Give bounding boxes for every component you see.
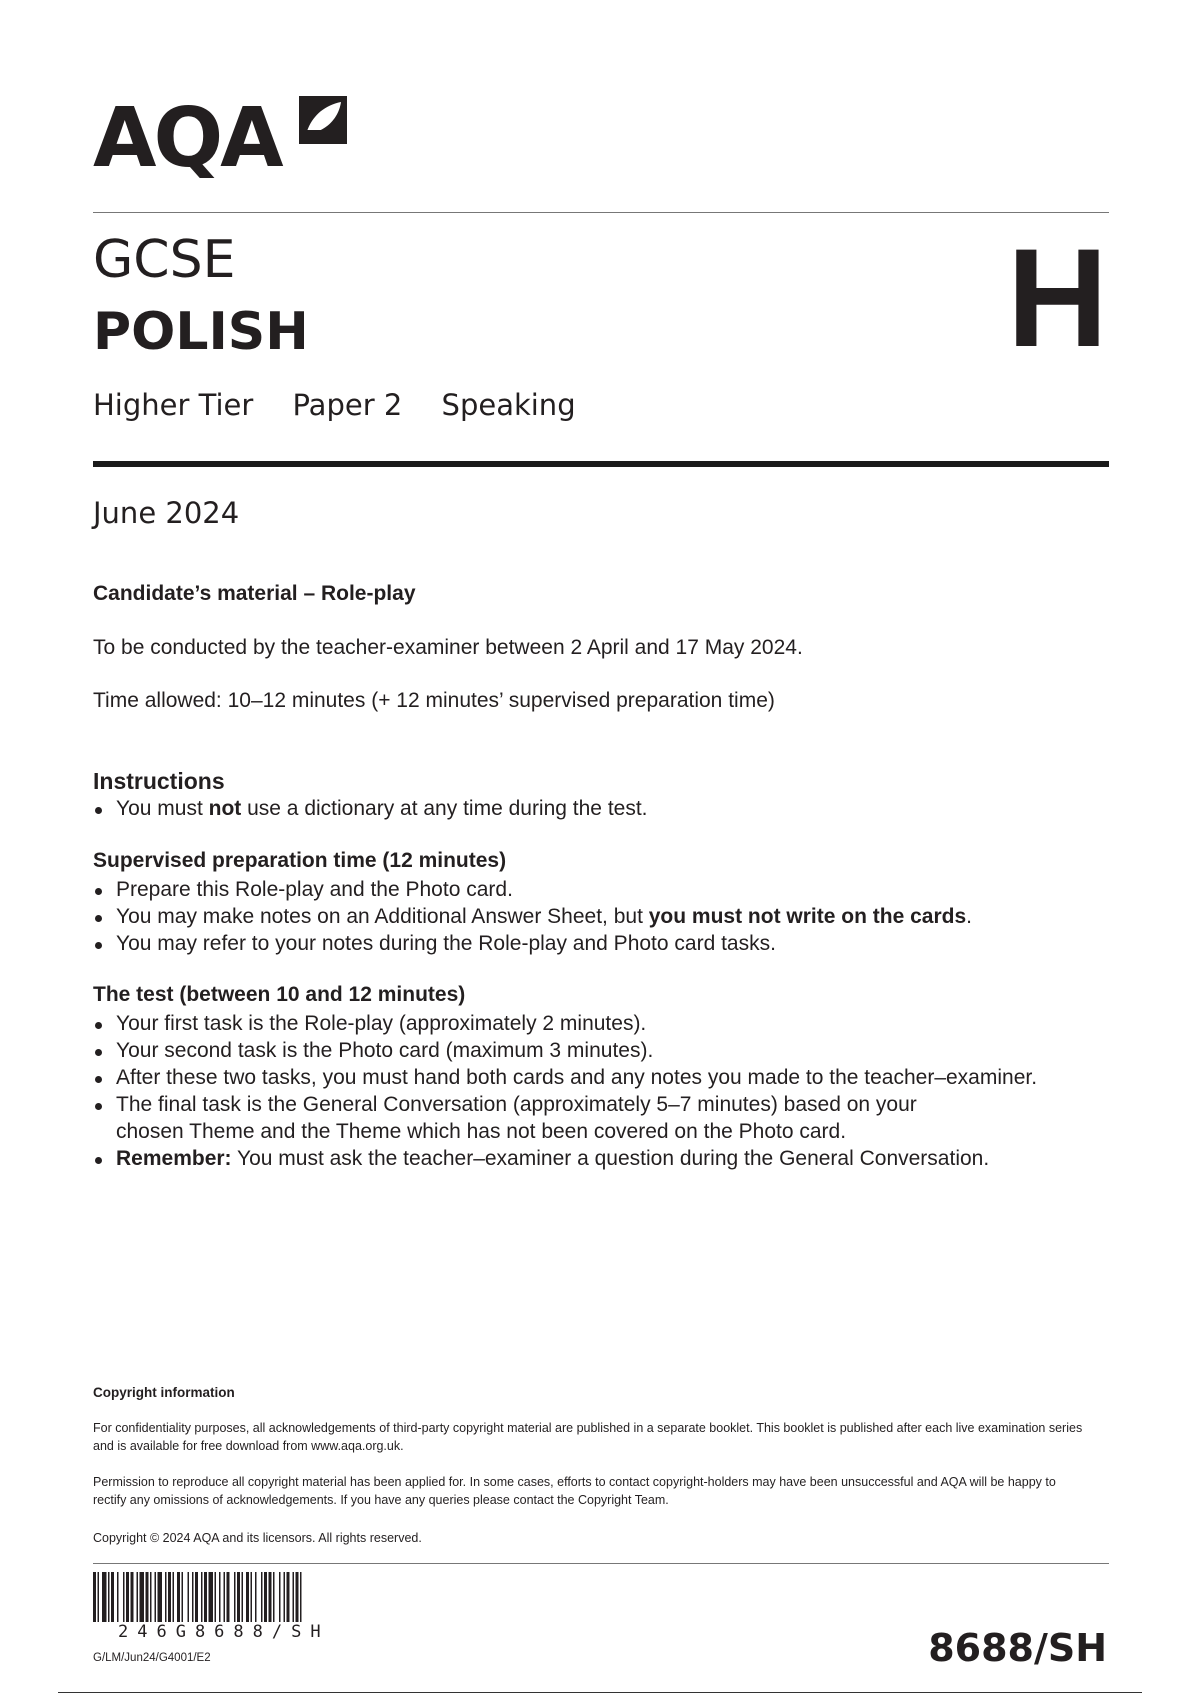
barcode-bar [137,1572,139,1622]
barcode-bar [150,1572,152,1622]
list-item: Prepare this Role-play and the Photo card. [93,876,1103,903]
tier-letter: H [1006,219,1108,376]
barcode-bar [102,1572,107,1622]
list-item: You may make notes on an Additional Answer Sheet, but you must not write on the cards. [93,903,1103,930]
barcode-bar [246,1572,249,1622]
barcode-bar [182,1572,184,1622]
barcode-bar [108,1572,110,1622]
barcode-bar [168,1572,171,1622]
barcode-bar [111,1572,114,1622]
barcode-bar [155,1572,157,1622]
barcode-bar [293,1572,295,1622]
instructions-heading: Instructions [93,768,225,794]
logo-leaf-icon [295,92,351,148]
barcode-number: 246G8688/SH [118,1622,330,1642]
barcode-bar [158,1572,163,1622]
list-item: Your second task is the Photo card (maximum 3 minutes). [93,1037,1113,1064]
barcode-bar [98,1572,100,1622]
barcode-bar [165,1572,167,1622]
barcode-bar [296,1572,299,1622]
instructions-list [93,795,1103,822]
barcode-bar [204,1572,207,1622]
barcode [93,1572,445,1622]
barcode-bar [234,1572,236,1622]
barcode-bar [192,1572,194,1622]
barcode-bar [273,1572,275,1622]
barcode-bar [131,1572,134,1622]
barcode-bar [284,1572,286,1622]
logo-wordmark: AQA [93,91,281,186]
component-label: Speaking [441,388,576,422]
barcode-bar [300,1572,302,1622]
barcode-bar [188,1572,190,1622]
barcode-bar [123,1572,125,1622]
barcode-bar [209,1572,214,1622]
barcode-bar [146,1572,149,1622]
barcode-bar [227,1572,230,1622]
material-title: Candidate’s material – Role-play [93,582,416,605]
barcode-bar [224,1572,226,1622]
subject-title: POLISH [93,302,309,362]
preparation-list [93,876,1103,957]
barcode-bar [215,1572,217,1622]
paper-code: 8688/SH [928,1626,1107,1670]
copyright-para-1: For confidentiality purposes, all acknowledgements of third-party copyright material are published in a separate booklet. This booklet is published after each live examination series and is available for free download from www.aqa.org.uk. [93,1421,1083,1453]
copyright-heading: Copyright information [93,1385,235,1400]
barcode-bar [195,1572,198,1622]
list-item: The final task is the General Conversation (approximately 5–7 minutes) based on your chosen Theme and the Theme which has not been covered on the Photo card. [93,1091,1113,1145]
job-reference: G/LM/Jun24/G4001/E2 [93,1652,211,1664]
barcode-bar [177,1572,180,1622]
barcode-bar [255,1572,257,1622]
barcode-bar [237,1572,240,1622]
barcode-bar [126,1572,129,1622]
test-heading: The test (between 10 and 12 minutes) [93,983,466,1006]
qualification-title: GCSE [93,230,236,290]
list-item: After these two tasks, you must hand both cards and any notes you made to the teacher–examiner. [93,1064,1113,1091]
header-rule-top [93,212,1109,213]
barcode-bar [93,1572,96,1622]
barcode-bar [287,1572,290,1622]
footer-rule [93,1563,1109,1564]
tier-label: Higher Tier [93,388,254,422]
test-list [93,1010,1113,1172]
copyright-para-3: Copyright © 2024 AQA and its licensors. All rights reserved. [93,1531,422,1545]
barcode-bar [261,1572,263,1622]
page-bottom-rule [58,1692,1142,1693]
barcode-bar [219,1572,221,1622]
exam-date: June 2024 [93,496,240,530]
paper-details [93,388,606,422]
preparation-heading: Supervised preparation time (12 minutes) [93,849,507,872]
barcode-bar [269,1572,272,1622]
time-allowed: Time allowed: 10–12 minutes (+ 12 minutes’ supervised preparation time) [93,689,775,712]
copyright-para-2: Permission to reproduce all copyright material has been applied for. In some cases, efforts to contact copyright-holders may have been unsuccessful and AQA will be happy to rectify any omissions of acknowledgements. If you have any queries please contact the Copyright Team. [93,1475,1056,1507]
barcode-bar [117,1572,119,1622]
barcode-bar [242,1572,244,1622]
barcode-bar [173,1572,175,1622]
list-item: Remember: You must ask the teacher–examiner a question during the General Conversation. [93,1145,1113,1172]
barcode-bar [279,1572,281,1622]
paper-label: Paper 2 [292,388,403,422]
conducted-text: To be conducted by the teacher-examiner between 2 April and 17 May 2024. [93,636,803,659]
header-rule-thick [93,461,1109,467]
barcode-bar [264,1572,267,1622]
barcode-bar [140,1572,145,1622]
barcode-bar [251,1572,253,1622]
list-item: You must not use a dictionary at any time during the test. [93,795,1103,822]
aqa-logo [93,91,353,186]
list-item: You may refer to your notes during the Role-play and Photo card tasks. [93,930,1103,957]
list-item: Your first task is the Role-play (approximately 2 minutes). [93,1010,1113,1037]
barcode-bar [201,1572,203,1622]
